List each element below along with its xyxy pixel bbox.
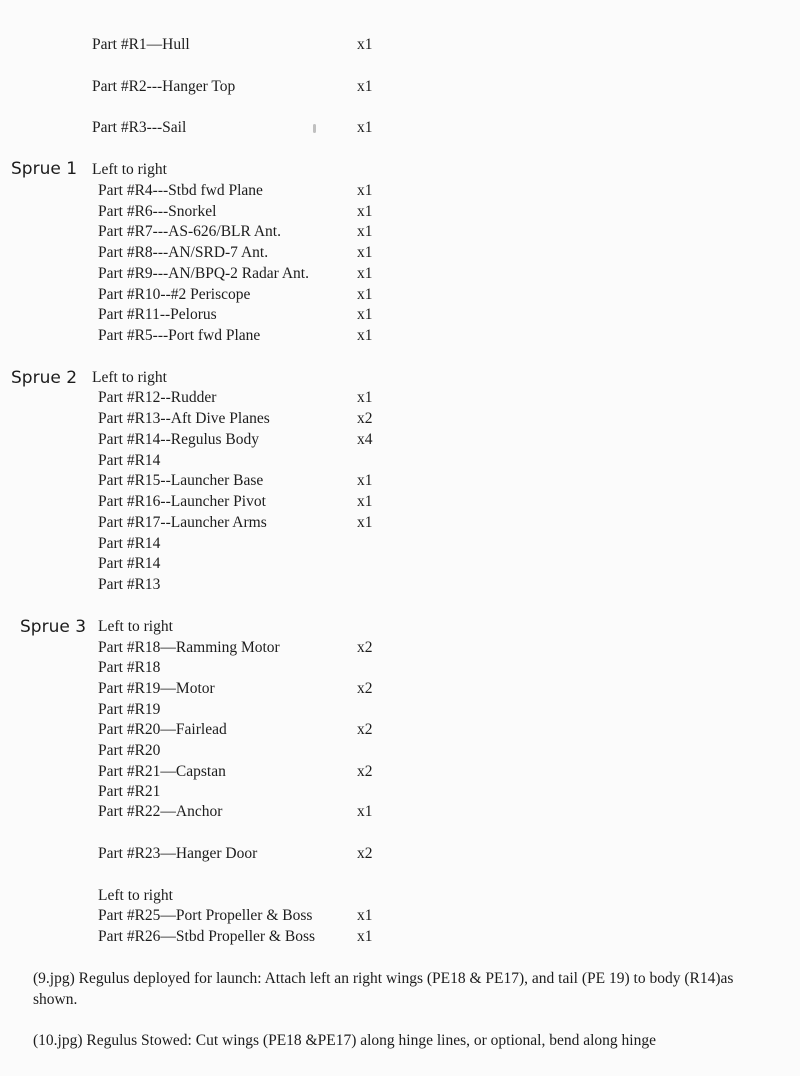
part-label: Part #R21—Capstan <box>98 763 226 780</box>
part-label: Part #R11--Pelorus <box>98 306 217 323</box>
part-qty: x1 <box>357 493 373 510</box>
part-label: Part #R4---Stbd fwd Plane <box>98 182 263 199</box>
part-label: Part #R14 <box>98 535 161 552</box>
part-label: Part #R17--Launcher Arms <box>98 514 267 531</box>
sprue-3-heading: Left to right <box>98 618 173 635</box>
part-qty: x1 <box>357 223 373 240</box>
part-label: Part #R26—Stbd Propeller & Boss <box>98 928 316 945</box>
part-qty: x1 <box>357 472 373 489</box>
part-label: Part #R15--Launcher Base <box>98 472 264 489</box>
part-qty: x1 <box>357 803 373 820</box>
part-qty: x2 <box>357 410 373 427</box>
sprue-1-heading: Left to right <box>92 161 167 178</box>
note-stowed: (10.jpg) Regulus Stowed: Cut wings (PE18 &PE17) along hinge lines, or optional, bend along hinge <box>33 1032 656 1049</box>
part-qty: x2 <box>357 763 373 780</box>
props-heading: Left to right <box>98 887 173 904</box>
sprue-2-label: Sprue 2 <box>11 368 78 388</box>
part-label: Part #R20—Fairlead <box>98 721 227 738</box>
part-label: Part #R7---AS-626/BLR Ant. <box>98 223 281 240</box>
part-qty: x4 <box>357 431 373 448</box>
part-label: Part #R14 <box>98 555 161 572</box>
part-qty: x1 <box>357 244 373 261</box>
part-qty: x2 <box>357 680 373 697</box>
sprue-2-heading: Left to right <box>92 369 167 386</box>
part-qty: x1 <box>357 907 373 924</box>
part-label: Part #R19 <box>98 701 161 718</box>
part-label: Part #R3---Sail <box>92 119 187 136</box>
part-label: Part #R12--Rudder <box>98 389 217 406</box>
note-deployed: (9.jpg) Regulus deployed for launch: Attach left an right wings (PE18 & PE17), and tail (PE 19) to body (R14)as shown. <box>33 970 734 1008</box>
part-label: Part #R18—Ramming Motor <box>98 639 280 656</box>
part-qty: x1 <box>357 78 373 95</box>
part-label: Part #R14--Regulus Body <box>98 431 260 448</box>
part-label: Part #R8---AN/SRD-7 Ant. <box>98 244 269 261</box>
part-qty: x1 <box>357 928 373 945</box>
part-qty: x1 <box>357 514 373 531</box>
part-qty: x2 <box>357 845 373 862</box>
sprue-3-label: Sprue 3 <box>20 617 87 637</box>
part-qty: x1 <box>357 182 373 199</box>
part-qty: x1 <box>357 203 373 220</box>
part-qty: x1 <box>357 119 373 136</box>
part-qty: x1 <box>357 265 373 282</box>
scan-speck <box>313 124 316 133</box>
part-label: Part #R19—Motor <box>98 680 215 697</box>
part-label: Part #R13--Aft Dive Planes <box>98 410 270 427</box>
part-label: Part #R6---Snorkel <box>98 203 217 220</box>
part-label: Part #R13 <box>98 576 161 593</box>
part-qty: x1 <box>357 306 373 323</box>
part-label: Part #R1—Hull <box>92 36 190 53</box>
sprue-1-label: Sprue 1 <box>11 159 78 179</box>
part-label: Part #R18 <box>98 659 161 676</box>
part-qty: x1 <box>357 286 373 303</box>
part-qty: x1 <box>357 389 373 406</box>
part-label: Part #R23—Hanger Door <box>98 845 258 862</box>
part-qty: x1 <box>357 327 373 344</box>
part-label: Part #R5---Port fwd Plane <box>98 327 261 344</box>
part-label: Part #R21 <box>98 783 161 800</box>
part-label: Part #R16--Launcher Pivot <box>98 493 266 510</box>
part-qty: x2 <box>357 639 373 656</box>
part-qty: x2 <box>357 721 373 738</box>
part-label: Part #R2---Hanger Top <box>92 78 236 95</box>
part-qty: x1 <box>357 36 373 53</box>
part-label: Part #R9---AN/BPQ-2 Radar Ant. <box>98 265 309 282</box>
part-label: Part #R25—Port Propeller & Boss <box>98 907 313 924</box>
part-label: Part #R22—Anchor <box>98 803 223 820</box>
part-label: Part #R10--#2 Periscope <box>98 286 251 303</box>
part-label: Part #R14 <box>98 452 161 469</box>
part-label: Part #R20 <box>98 742 161 759</box>
